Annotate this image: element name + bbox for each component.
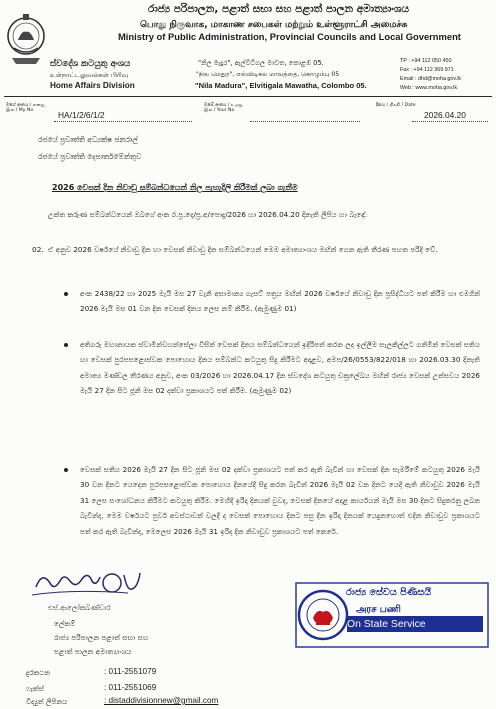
sri-lanka-emblem-icon bbox=[4, 12, 48, 70]
phone-value: : 011-2551079 bbox=[104, 667, 157, 676]
subject-heading: 2026 වෙසක් දින නිවාඩු සම්බන්ධයෙන් නිල පැහැදිලි කිරීමක් ලබා ගැනීම bbox=[52, 183, 298, 192]
division-name-english: Home Affairs Division bbox=[50, 81, 135, 90]
email-link[interactable]: : distaddivisionnew@gmail.com bbox=[104, 696, 219, 705]
letterhead-phone: TP : +94 112 050 450 bbox=[400, 58, 452, 64]
my-no-value: HA/1/2/6/1/2 bbox=[58, 110, 105, 120]
bullet-icon bbox=[64, 343, 68, 347]
date-dotted-line bbox=[412, 121, 488, 122]
signatory-title: ලේකම් bbox=[54, 619, 76, 628]
your-no-dotted-line bbox=[250, 121, 360, 122]
fax-label: ෆැක්ස් bbox=[26, 684, 44, 693]
addressee-line-2: රජයේ ප්‍රවෘත්ති දෙපාර්තමේන්තුව bbox=[38, 152, 142, 161]
my-no-label: මගේ අංකය / எனது இல / My No bbox=[6, 103, 45, 114]
letterhead-fax: Fax : +94 112 369 971 bbox=[400, 67, 454, 73]
ministry-title-english: Ministry of Public Administration, Provincial Councils and Local Government bbox=[118, 31, 461, 42]
address-sinhala: "නිල මැදුර", ඇල්විටිගල මාවත, කොළඹ 05. bbox=[198, 59, 324, 67]
ministry-title-tamil: பொது நிருவாக, மாகாண சபைகள் மற்றும் உள்ளூராட்சி அமைச்சு bbox=[140, 20, 408, 30]
ministry-title-sinhala: රාජ්‍ය පරිපාලන, පළාත් සභා සහ පළාත් පාලන අමාත්‍යාංශය bbox=[148, 3, 410, 15]
phone-label: දුරකථන bbox=[26, 668, 51, 677]
my-no-dotted-line bbox=[54, 121, 192, 122]
your-no-label: ඔබේ අංකය / உமது இல / Your No bbox=[204, 103, 243, 114]
addressee-line-1: රජයේ ප්‍රවෘත්ති අධ්‍යක්ෂ ජනරාල් bbox=[38, 135, 138, 144]
division-name-sinhala: ස්වදේශ කටයුතු අංශය bbox=[50, 59, 131, 69]
bullet-icon bbox=[64, 292, 68, 296]
fax-value: : 011-2551069 bbox=[104, 683, 157, 692]
letterhead-web: Web : www.moha.gov.lk bbox=[400, 85, 458, 91]
signatory-ministry-line-1: රාජ්‍ය පරිපාලන පළාත් සභා සහ bbox=[54, 633, 149, 642]
division-name-tamil: உள்நாட்டலுவல்கள் பிரிவு bbox=[50, 71, 129, 79]
bullet-item-1: අංක 2438/22 හා 2025 මැයි මස 27 වැනි අසාමාන්‍ය ගැසට් පත්‍රය මඟින් 2026 වර්ෂයේ නිවාඩු දින ප්‍රසිද්ධියට පත් කිරීම හා එමගින් 2026 මැයි මස 01 වන දින වෙසක් දිනය ලෙස නම් කිරීම. (ඇමුණුම 01) bbox=[80, 289, 480, 314]
signatory-name: එස්.ආලෝකබණ්ඩාර bbox=[48, 603, 111, 612]
bullet-item-3: වෙසක් සතිය 2026 මැයි 27 දින සිට ජූනි මස 02 දක්වා ප්‍රකාශයට පත් කර ඇති බැවින් හා වෙසක් දින සැමරීමේ කටයුතු 2026 මැයි 30 වන දිනට යෙදෙන පුරපසළොස්වක පොහොය දිනයේදී සිදු කරන බැවින් 2026 මැයි 02 වන දිනට යෙදී ඇති නිවාඩුව 2026 මැයි 31 ලෙස සංශෝධනය කිරීමට කටයුතු කිරීම. මෙහිදී ඉරිදා දිනයක් වුවද, වෙසක් දිනයේ අදාළ කාර්යයන් මැයි මස 30 දිනට සිදුකරනු ලබන බැවින්ද, මෙම වර්ෂයට පුර්ව අවස්ථාවන් වලදී ද වෙසක් පොහොය දිනට පසු දින ඉරිදා දිනයක් යෙදුනහොත් එදින නිවාඩුව ප්‍රකාශයට පත් කර ඇති බැවින්ද, මෙලෙස 2026 මැයි 31 ඉරිදා දින නිවාඩුව ප්‍රකාශයට පත් කෙරේ. bbox=[80, 465, 480, 536]
address-english: "Nila Madura", Elvitigala Mawatha, Colombo 05. bbox=[195, 81, 367, 90]
paragraph-number-02: 02. bbox=[32, 245, 44, 254]
date-value: 2026.04.20 bbox=[424, 110, 466, 120]
bullet-item-2: අතිගරු මහානායක ස්වාමීන්වහන්සේලා විසින් වෙසක් දිනය සම්බන්ධයෙන් ඉදිරිපත් කරන ලද ඉල්ලීම සැලකිල්ලට ගනිමින් වෙසක් සතිය හා වෙසක් පුරපසළොස්වක පොහොය දිනය සම්බන්ධ කටයුතු සිදු කිරීමට අදාළව, අමප/26/0553/822/018 හා 2026.03.30 දිනැති අමාත්‍ය මණ්ඩල තීරණය අනුව, අංක 03/2026 හා 2026.04.17 දින ස්වදේශ කටයුතු චක්‍රලේඛය මඟින් රාජ්‍ය වෙසක් උත්සවය 2026 මැයි 27 දින සිට ජූනි මස 02 දක්වා ප්‍රකාශයට පත් කිරීම. (ඇමුණුම 02) bbox=[80, 340, 480, 396]
email-label: විද්‍යුත් ලිපිනය bbox=[26, 697, 68, 706]
date-label: දිනය / திகதி / Date bbox=[376, 103, 416, 108]
bullet-icon bbox=[64, 468, 68, 472]
stamp-text-sinhala: රාජ්‍ය සේවය පිණිසයි bbox=[346, 587, 432, 598]
reference-paragraph: උක්ත කරුණ සම්බන්ධයෙන් ඔබගේ අංක ර.ප්‍ර.දෙ/ප්‍ර.අ/පොදු/2026 හා 2026.04.20 දිනැති ලිපිය හා බැඳේ. bbox=[48, 210, 368, 219]
signatory-ministry-line-2: පළාත් පාලන අමාත්‍යාංශය bbox=[54, 647, 132, 656]
header-divider bbox=[4, 96, 492, 97]
handwritten-signature bbox=[30, 565, 146, 607]
address-tamil: "நில மெதுர", எல்விடிகல மாவத்தை, கொழும்பு 05 bbox=[196, 71, 340, 78]
stamp-text-english: On State Service bbox=[347, 619, 426, 630]
paragraph-02: ඒ අනුව 2026 වර්ෂයේ නිවාඩු දින හා වෙසක් නිවාඩු දින සම්බන්ධයෙන් මෙම අමාත්‍යාංශය මඟින් ගෙන ඇති තීරණ පහත පරිදි වේ. bbox=[48, 245, 438, 254]
letterhead-email: Email : dhd@moha.gov.lk bbox=[400, 76, 462, 82]
stamp-text-tamil: அரச பணி bbox=[356, 604, 401, 615]
